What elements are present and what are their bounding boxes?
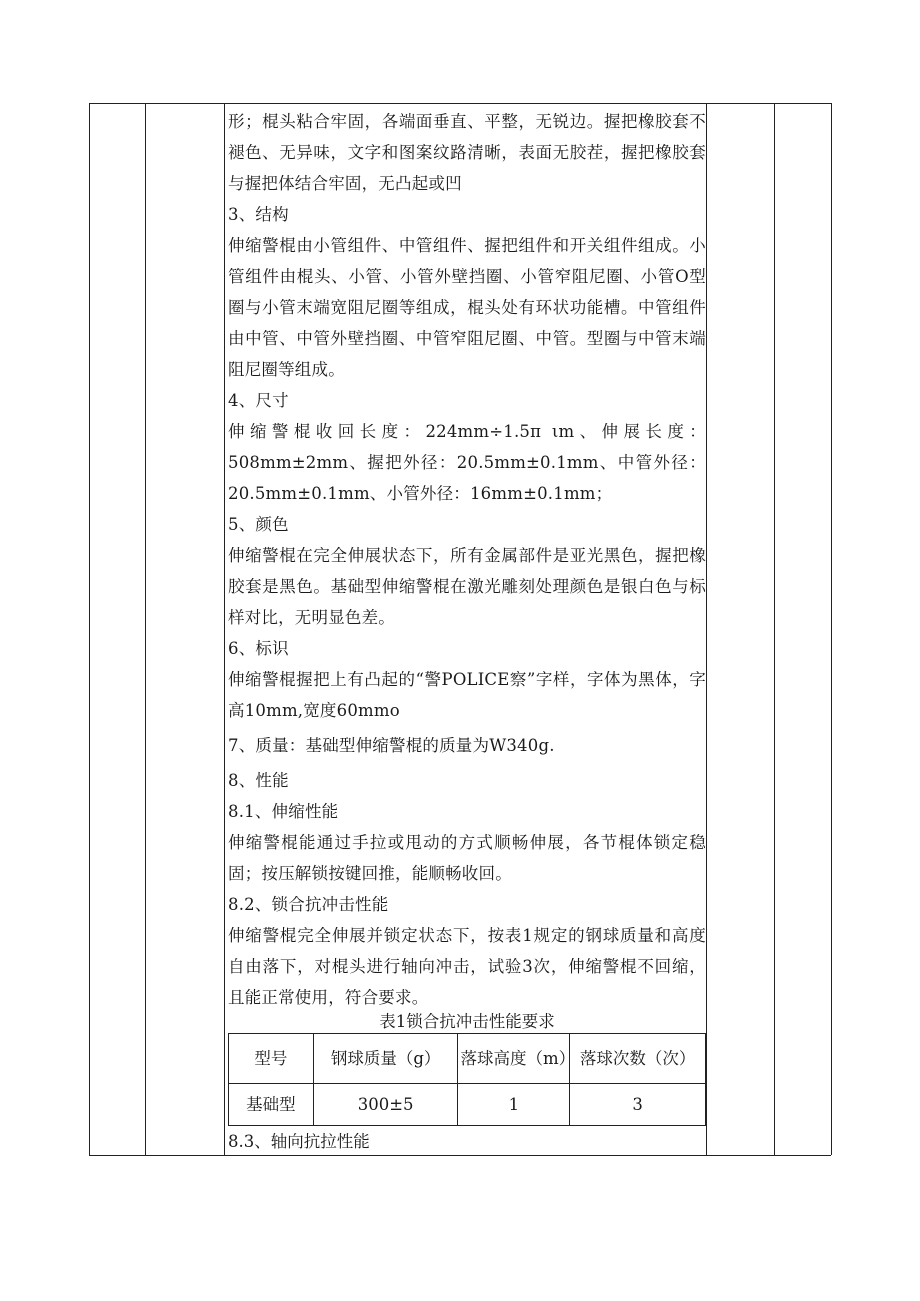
table-cell: 1 <box>458 1084 570 1126</box>
column-border <box>224 103 225 1155</box>
header-cell: 落球高度（m） <box>458 1034 570 1084</box>
table-caption: 表1锁合抗冲击性能要求 <box>379 1012 555 1031</box>
heading-performance: 8、性能 <box>228 771 289 790</box>
heading-size: 4、尺寸 <box>228 391 289 410</box>
paragraph-appearance: 形；棍头粘合牢固，各端面垂直、平整，无锐边。握把橡胶套不褪色、无异味，文字和图案纹路清晰，表面无胶茬，握把橡胶套与握把体结合牢固，无凸起或凹 <box>228 112 706 193</box>
paragraph-mass: 7、质量：基础型伸缩警棍的质量为W340g. <box>228 736 555 755</box>
column-border <box>831 103 832 1155</box>
heading-structure: 3、结构 <box>228 205 289 224</box>
header-cell: 落球次数（次） <box>570 1034 706 1084</box>
impact-requirements-table <box>228 1033 706 1126</box>
table-top-border <box>89 103 831 104</box>
header-cell: 型号 <box>229 1034 314 1084</box>
paragraph-impact: 伸缩警棍完全伸展并锁定状态下，按表1规定的钢球质量和高度自由落下，对棍头进行轴向冲击，试验3次，伸缩警棍不回缩，且能正常使用，符合要求。 <box>228 926 706 1007</box>
header-cell: 钢球质量（g） <box>313 1034 458 1084</box>
table-row <box>229 1084 706 1126</box>
heading-impact: 8.2、锁合抗冲击性能 <box>228 895 389 914</box>
table-header-row <box>229 1034 706 1084</box>
column-border <box>89 103 90 1155</box>
requirements-text <box>228 106 706 1013</box>
paragraph-size: 伸缩警棍收回长度：224mm÷1.5π ιm、伸展长度：508mm±2mm、握把外径：20.5mm±0.1mm、中管外径：20.5mm±0.1mm、小管外径：16mm±0.1mm； <box>228 422 706 503</box>
heading-marking: 6、标识 <box>228 639 289 658</box>
column-border <box>706 103 707 1155</box>
column-border <box>774 103 775 1155</box>
heading-color: 5、颜色 <box>228 515 289 534</box>
paragraph-telescopic: 伸缩警棍能通过手拉或甩动的方式顺畅伸展，各节棍体锁定稳固；按压解锁按键回推，能顺畅收回。 <box>228 833 706 883</box>
heading-telescopic: 8.1、伸缩性能 <box>228 802 339 821</box>
table-cell: 3 <box>570 1084 706 1126</box>
paragraph-structure: 伸缩警棍由小管组件、中管组件、握把组件和开关组件组成。小管组件由棍头、小管、小管外壁挡圈、小管窄阻尼圈、小管O型圈与小管末端宽阻尼圈等组成，棍头处有环状功能槽。中管组件由中管、中管外壁挡圈、中管窄阻尼圈、中管。型圈与中管末端阻尼圈等组成。 <box>228 236 706 379</box>
paragraph-color: 伸缩警棍在完全伸展状态下，所有金属部件是亚光黑色，握把橡胶套是黑色。基础型伸缩警棍在激光雕刻处理颜色是银白色与标样对比，无明显色差。 <box>228 546 706 627</box>
table-bottom-border <box>89 1155 831 1156</box>
table-cell: 基础型 <box>229 1084 314 1126</box>
column-border <box>145 103 146 1155</box>
paragraph-marking: 伸缩警棍握把上有凸起的“警POLICE察”字样，字体为黑体，字高10mm,宽度60mmo <box>228 670 706 720</box>
heading-axial-tensile: 8.3、轴向抗拉性能 <box>228 1132 370 1151</box>
table-cell: 300±5 <box>313 1084 458 1126</box>
